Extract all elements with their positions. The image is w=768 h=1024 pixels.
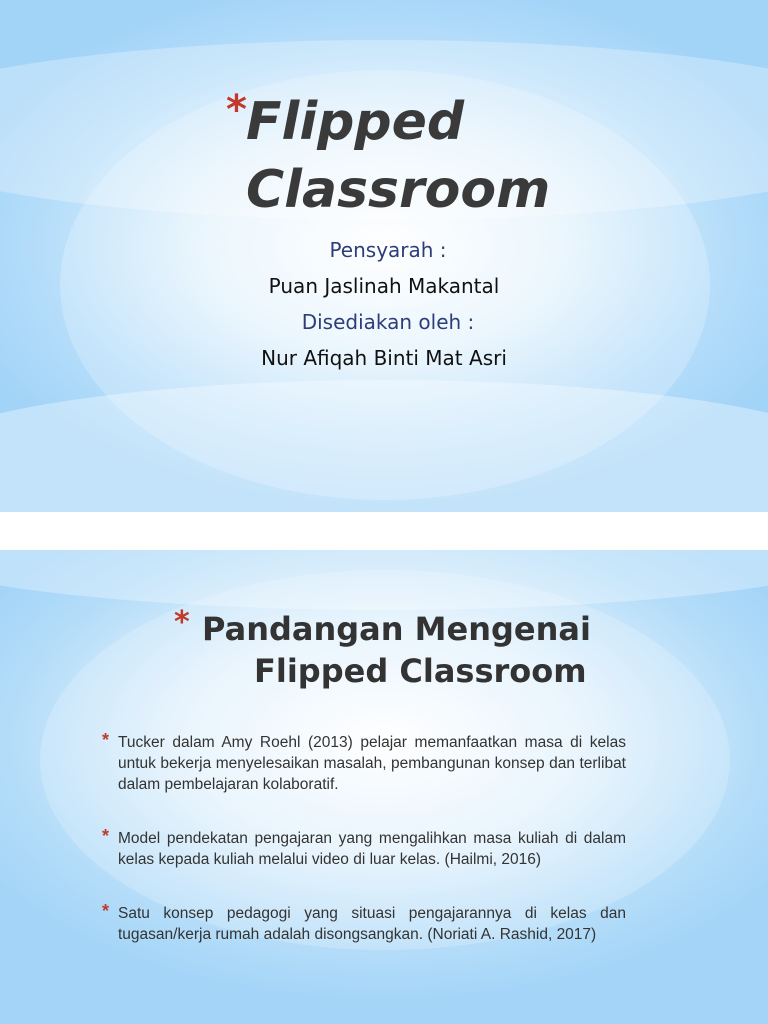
asterisk-bullet-icon: * [226, 87, 247, 133]
slide-separator [0, 512, 768, 550]
title-line-2: Classroom [246, 160, 551, 220]
list-item [102, 903, 626, 945]
list-item [102, 732, 626, 795]
subtitle-block [0, 232, 768, 376]
heading-line-1: Pandangan Mengenai [202, 610, 591, 648]
heading-line-2: Flipped Classroom [254, 652, 587, 690]
content-slide [0, 550, 768, 1024]
asterisk-bullet-icon: * [102, 826, 110, 846]
bullet-list [102, 732, 626, 978]
title-line-1: Flipped [246, 92, 465, 152]
prepared-by-name: Nur Afiqah Binti Mat Asri [261, 346, 507, 370]
decorative-band [0, 380, 768, 512]
slide-title [226, 87, 706, 224]
decorative-band [0, 550, 768, 610]
bullet-text: Model pendekatan pengajaran yang mengalihkan masa kuliah di dalam kelas kepada kuliah melalui video di luar kelas. (Hailmi, 2016) [118, 830, 626, 868]
lecturer-label: Pensyarah : [329, 238, 447, 262]
lecturer-name: Puan Jaslinah Makantal [268, 274, 500, 298]
list-item [102, 828, 626, 870]
slide-heading [172, 605, 672, 692]
bullet-text: Tucker dalam Amy Roehl (2013) pelajar memanfaatkan masa di kelas untuk bekerja menyelesaikan masalah, pembangunan konsep dan terlibat dalam pembelajaran kolaboratif. [118, 734, 626, 793]
prepared-by-label: Disediakan oleh : [301, 310, 475, 334]
asterisk-bullet-icon: * [102, 730, 110, 750]
asterisk-bullet-icon: * [102, 901, 110, 921]
bullet-text: Satu konsep pedagogi yang situasi pengajarannya di kelas dan tugasan/kerja rumah adalah disongsangkan. (Noriati A. Rashid, 2017) [118, 905, 626, 943]
asterisk-bullet-icon: * [174, 605, 190, 640]
